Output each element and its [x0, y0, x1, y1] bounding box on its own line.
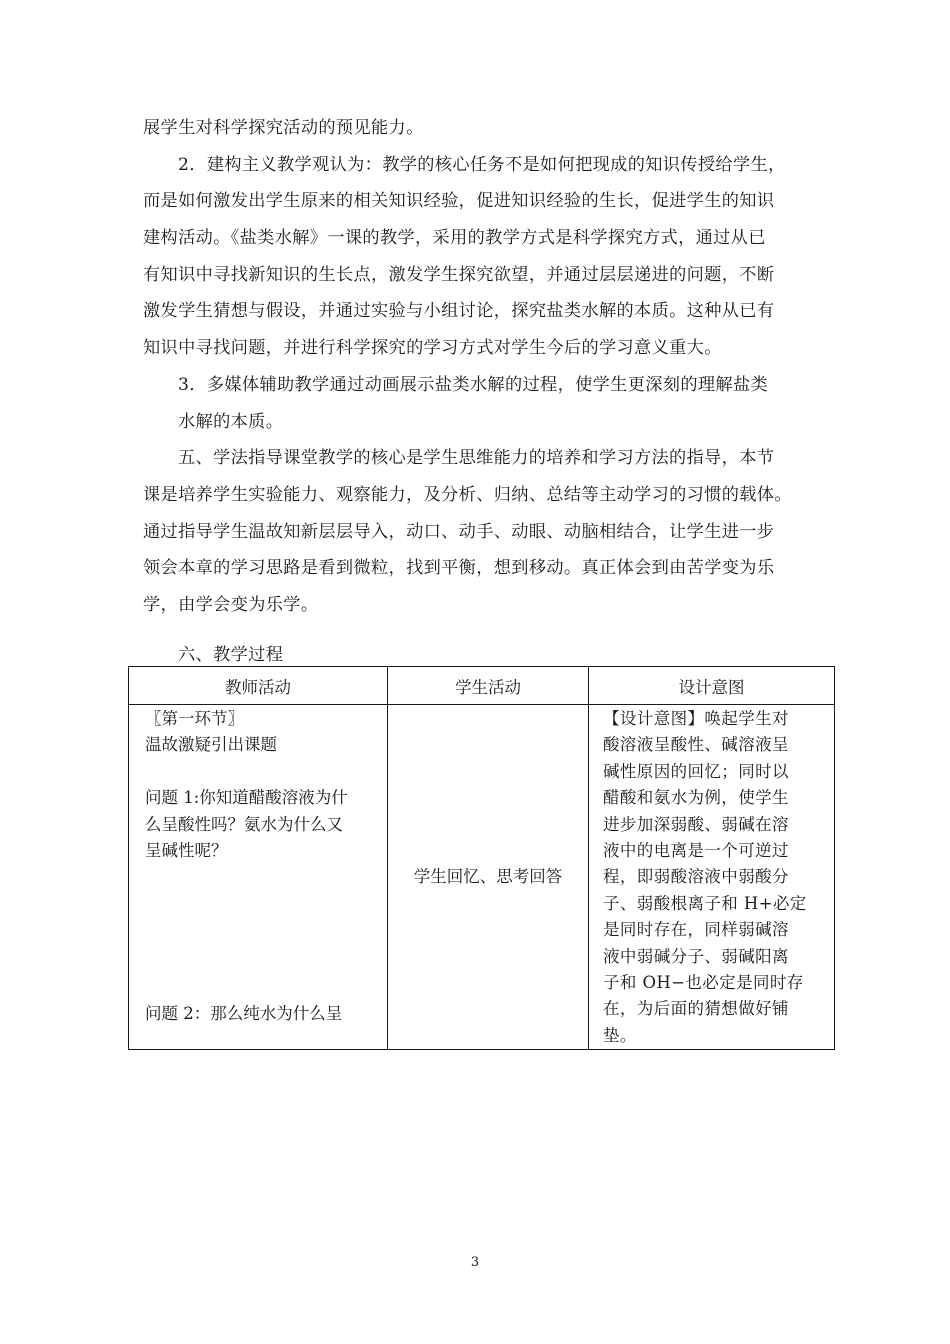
student-activity-cell: 学生回忆、思考回答	[388, 705, 589, 1050]
paragraph-line: 而是如何激发出学生原来的相关知识经验，促进知识经验的生长，促进学生的知识	[143, 191, 775, 212]
table-header-row	[129, 667, 835, 705]
design-line: 进步加深弱酸、弱碱在溶	[603, 814, 789, 834]
design-intent-cell	[589, 705, 835, 1050]
paragraph-line: 3．多媒体辅助教学通过动画展示盐类水解的过程，使学生更深刻的理解盐类	[178, 374, 769, 395]
design-line: 【设计意图】唤起学生对	[603, 709, 789, 728]
question-1-line: 么呈酸性吗？氨水为什么又	[145, 814, 343, 834]
design-line: 子、弱酸根离子和 H+必定	[603, 893, 807, 913]
design-line: 子和 OH−也必定是同时存	[603, 973, 804, 993]
teacher-activity-cell	[129, 705, 388, 1050]
design-line: 液中的电离是一个可逆过	[603, 841, 789, 861]
design-line: 酸溶液呈酸性、碱溶液呈	[603, 735, 789, 755]
header-student-activity: 学生活动	[388, 667, 589, 705]
design-line: 垫。	[603, 1025, 637, 1045]
header-teacher-activity: 教师活动	[129, 667, 388, 705]
paragraph-line: 课是培养学生实验能力、观察能力，及分析、归纳、总结等主动学习的习惯的载体。	[143, 484, 792, 505]
paragraph-line: 2．建构主义教学观认为：教学的核心任务不是如何把现成的知识传授给学生，	[178, 154, 786, 175]
header-design-intent: 设计意图	[589, 667, 835, 705]
paragraph-line: 有知识中寻找新知识的生长点，激发学生探究欲望，并通过层层递进的问题，不断	[143, 264, 775, 285]
paragraph-line: 领会本章的学习思路是看到微粒，找到平衡，想到移动。真正体会到由苦学变为乐	[143, 558, 775, 579]
paragraph-line: 建构活动。《盐类水解》一课的教学，采用的教学方式是科学探究方式，通过从已	[143, 228, 766, 249]
body-text	[143, 110, 833, 624]
table-row	[129, 705, 835, 1050]
paragraph-line: 知识中寻找问题，并进行科学探究的学习方式对学生今后的学习意义重大。	[143, 338, 722, 359]
question-2: 问题 2：那么纯水为什么呈	[145, 1003, 343, 1023]
paragraph-line: 通过指导学生温故知新层层导入，动口、动手、动眼、动脑相结合，让学生进一步	[143, 521, 775, 542]
section-heading: 六、教学过程	[178, 645, 284, 665]
paragraph-line: 激发学生猜想与假设，并通过实验与小组讨论，探究盐类水解的本质。这种从已有	[143, 301, 775, 322]
teaching-process-table	[128, 666, 835, 1050]
design-line: 碱性原因的回忆；同时以	[603, 761, 789, 781]
question-1-line: 呈碱性呢？	[145, 841, 228, 861]
page-number: 3	[470, 1255, 480, 1270]
design-line: 在，为后面的猜想做好铺	[603, 999, 789, 1019]
design-line: 液中弱碱分子、弱碱阳离	[603, 946, 789, 966]
paragraph-line: 水解的本质。	[178, 411, 284, 432]
question-1-line: 问题 1:你知道醋酸溶液为什	[145, 788, 348, 808]
stage-title: 温故激疑引出课题	[145, 735, 277, 755]
paragraph-line: 展学生对科学探究活动的预见能力。	[143, 118, 424, 138]
design-line: 程，即弱酸溶液中弱酸分	[603, 867, 789, 887]
paragraph-line: 学，由学会变为乐学。	[143, 594, 319, 615]
paragraph-line: 五、学法指导课堂教学的核心是学生思维能力的培养和学习方法的指导，本节	[178, 448, 775, 469]
design-line: 是同时存在，同样弱碱溶	[603, 920, 789, 940]
stage-label: 〖第一环节〗	[145, 709, 244, 728]
design-line: 醋酸和氨水为例，使学生	[603, 788, 789, 808]
